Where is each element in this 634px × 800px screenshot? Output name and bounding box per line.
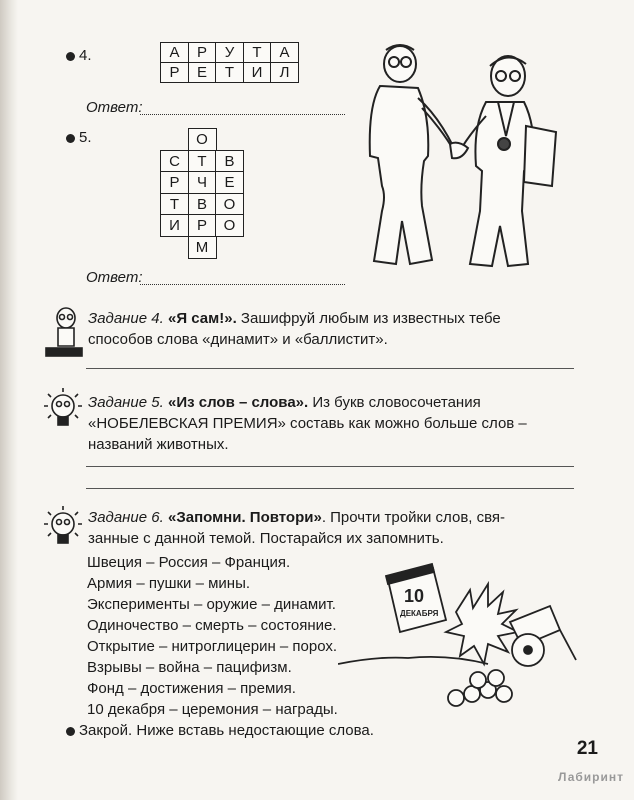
page-number: 21 bbox=[576, 738, 598, 759]
page-binding bbox=[0, 0, 18, 800]
answer-line-task5-1[interactable] bbox=[86, 466, 574, 467]
grid-cell: С bbox=[160, 150, 189, 173]
grid-cell: И bbox=[243, 62, 272, 83]
exercise-4-number: 4. bbox=[66, 46, 92, 66]
grid-cell: Т bbox=[215, 62, 244, 83]
triple-7: Фонд – достижения – премия. bbox=[87, 680, 296, 697]
bullet-icon bbox=[66, 52, 75, 61]
grid-cell: Т bbox=[188, 150, 217, 173]
grid-cell: Л bbox=[270, 62, 299, 83]
closing-instruction: Закрой. Ниже вставь недостающие слова. bbox=[66, 721, 374, 741]
bullet-icon bbox=[66, 727, 75, 736]
grid-cell: А bbox=[270, 42, 299, 63]
grid-cell: Р bbox=[160, 62, 189, 83]
grid-cell: О bbox=[215, 214, 244, 237]
watermark: Лабиринт bbox=[557, 770, 624, 784]
task-5-line2: «НОБЕЛЕВСКАЯ ПРЕМИЯ» составь как можно больше слов – bbox=[88, 415, 527, 432]
triple-4: Одиночество – смерть – состояние. bbox=[87, 617, 337, 634]
triple-1: Швеция – Россия – Франция. bbox=[87, 554, 291, 571]
triple-8: 10 декабря – церемония – награды. bbox=[87, 701, 338, 718]
grid-cell: Ч bbox=[188, 171, 217, 194]
calendar-month: ДЕКАБРЯ bbox=[400, 609, 439, 618]
grid-cell: Р bbox=[188, 214, 217, 237]
grid-cell: Е bbox=[188, 62, 217, 83]
task-4-line2: способов слова «динамит» и «баллистит». bbox=[88, 331, 388, 348]
grid-cell: А bbox=[160, 42, 189, 63]
grid-cell: В bbox=[215, 150, 244, 173]
triple-6: Взрывы – война – пацифизм. bbox=[87, 659, 292, 676]
triple-5: Открытие – нитроглицерин – порох. bbox=[87, 638, 338, 655]
task-5-line3: названий животных. bbox=[88, 436, 229, 453]
exercise-5-number: 5. bbox=[66, 128, 92, 148]
answer-line-4[interactable] bbox=[140, 114, 345, 115]
grid-cell: М bbox=[188, 236, 217, 259]
grid-cell: Е bbox=[215, 171, 244, 194]
grid-cell: Т bbox=[243, 42, 272, 63]
triple-3: Эксперименты – оружие – динамит. bbox=[87, 596, 336, 613]
triple-2: Армия – пушки – мины. bbox=[87, 575, 251, 592]
calendar-day: 10 bbox=[404, 586, 425, 606]
grid-cell: В bbox=[188, 193, 217, 216]
grid-cell: У bbox=[215, 42, 244, 63]
cannon-illustration bbox=[338, 560, 588, 710]
grid-cell: О bbox=[188, 128, 217, 151]
bullet-icon bbox=[66, 134, 75, 143]
exercise-5-answer-label: Ответ: bbox=[86, 269, 143, 286]
answer-line-task4[interactable] bbox=[86, 368, 574, 369]
thinker-icon bbox=[44, 306, 84, 360]
answer-line-task5-2[interactable] bbox=[86, 488, 574, 489]
task-6-line2: занные с данной темой. Постарайся их запомнить. bbox=[88, 530, 444, 547]
lightbulb-icon bbox=[42, 386, 84, 432]
task-6-line1: Задание 6. «Запомни. Повтори». Прочти тройки слов, свя- bbox=[88, 509, 506, 526]
grid-cell: Р bbox=[160, 171, 189, 194]
task-4-line1: Задание 4. «Я сам!». Зашифруй любым из известных тебе bbox=[88, 310, 501, 327]
grid-cell: Т bbox=[160, 193, 189, 216]
exercise-4-answer-label: Ответ: bbox=[86, 99, 143, 116]
grid-cell: О bbox=[215, 193, 244, 216]
handshake-illustration bbox=[358, 36, 578, 276]
lightbulb-icon bbox=[42, 504, 84, 550]
grid-cell: И bbox=[160, 214, 189, 237]
answer-line-5[interactable] bbox=[140, 284, 345, 285]
task-5-line1: Задание 5. «Из слов – слова». Из букв словосочетания bbox=[88, 394, 481, 411]
grid-cell: Р bbox=[188, 42, 217, 63]
